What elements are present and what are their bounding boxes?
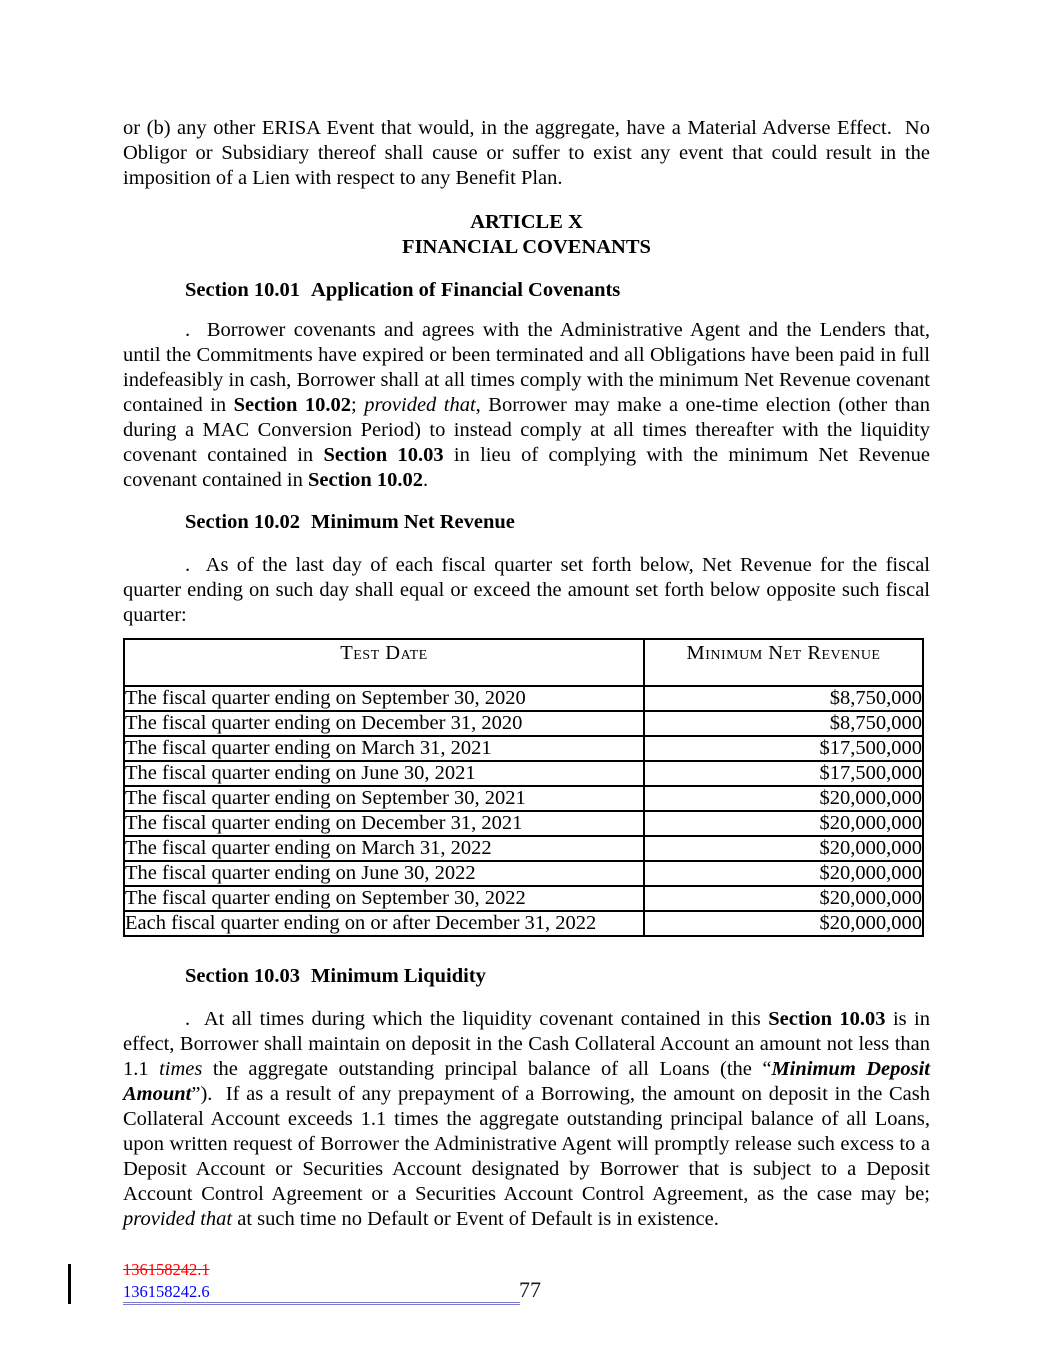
test-date-cell: The fiscal quarter ending on December 31, 2020: [124, 711, 644, 736]
article-heading-title: FINANCIAL COVENANTS: [402, 236, 651, 258]
table-row: [124, 761, 923, 786]
test-date-cell: The fiscal quarter ending on June 30, 2021: [124, 761, 644, 786]
section-10-02-paragraph: . As of the last day of each fiscal quarter set forth below, Net Revenue for the fiscal quarter ending on such day shall equal or exceed the amount set forth below opposite such fiscal quarter:: [123, 554, 930, 626]
continuation-paragraph: or (b) any other ERISA Event that would, in the aggregate, have a Material Adverse Effect. No Obligor or Subsidiary thereof shall cause or suffer to exist any event that could result in the imposition of a Lien with respect to any Benefit Plan.: [123, 117, 930, 189]
document-number-block: [123, 1260, 520, 1305]
section-10-01-paragraph: . Borrower covenants and agrees with the Administrative Agent and the Lenders that, until the Commitments have expired or been terminated and all Obligations have been paid in full indefeasibly in cash, Borrower shall at all times comply with the minimum Net Revenue covenant contained in Section 10.02; provided that, Borrower may make a one-time election (other than during a MAC Conversion Period) to instead comply at all times thereafter with the liquidity covenant contained in Section 10.03 in lieu of complying with the minimum Net Revenue covenant contained in Section 10.02.: [123, 319, 930, 491]
test-date-cell: The fiscal quarter ending on December 31, 2021: [124, 811, 644, 836]
section-10-01-heading: [185, 278, 930, 303]
table-row: [124, 911, 923, 936]
table-row: [124, 886, 923, 911]
section-10-02-number: Section 10.02: [185, 511, 301, 533]
section-10-03-heading: [185, 964, 930, 989]
table-body: [124, 686, 923, 936]
test-date-cell: The fiscal quarter ending on March 31, 2022: [124, 836, 644, 861]
minimum-net-revenue-cell: $17,500,000: [644, 736, 923, 761]
table-row: [124, 836, 923, 861]
net-revenue-covenant-table: [123, 638, 924, 937]
table-row: [124, 861, 923, 886]
minimum-net-revenue-cell: $20,000,000: [644, 836, 923, 861]
table-row: [124, 811, 923, 836]
section-10-02-heading: [185, 510, 930, 535]
page-number: 77: [519, 1277, 541, 1302]
section-10-01-number: Section 10.01: [185, 279, 301, 301]
section-10-03-number: Section 10.03: [185, 965, 301, 987]
table-row: [124, 711, 923, 736]
table-row: [124, 686, 923, 711]
test-date-cell: The fiscal quarter ending on June 30, 2022: [124, 861, 644, 886]
column-header-minimum-net-revenue: Minimum Net Revenue: [644, 639, 923, 686]
test-date-cell: The fiscal quarter ending on March 31, 2021: [124, 736, 644, 761]
section-10-02-title: Minimum Net Revenue: [311, 511, 515, 533]
minimum-net-revenue-cell: $20,000,000: [644, 861, 923, 886]
document-number-inserted: 136158242.6: [123, 1282, 210, 1301]
document-number-deleted: 136158242.1: [123, 1260, 210, 1279]
document-number-inserted-row: [123, 1282, 520, 1305]
article-heading-number: ARTICLE X: [470, 211, 583, 233]
minimum-net-revenue-cell: $8,750,000: [644, 711, 923, 736]
test-date-cell: The fiscal quarter ending on September 30, 2021: [124, 786, 644, 811]
table-row: [124, 736, 923, 761]
minimum-net-revenue-cell: $8,750,000: [644, 686, 923, 711]
minimum-net-revenue-cell: $20,000,000: [644, 911, 923, 936]
column-header-test-date: Test Date: [124, 639, 644, 686]
test-date-cell: The fiscal quarter ending on September 30, 2022: [124, 886, 644, 911]
test-date-cell: Each fiscal quarter ending on or after December 31, 2022: [124, 911, 644, 936]
section-10-03-paragraph: . At all times during which the liquidity covenant contained in this Section 10.03 is in effect, Borrower shall maintain on deposit in the Cash Collateral Account an amount not less than 1.1 times the aggregate outstanding principal balance of all Loans (the “Minimum Deposit Amount”). If as a result of any prepayment of a Borrowing, the amount on deposit in the Cash Collateral Account exceeds 1.1 times the aggregate outstanding principal balance of all Loans, upon written request of Borrower the Administrative Agent will promptly release such excess to a Deposit Account or Securities Account designated by Borrower that is subject to a Deposit Account Control Agreement or a Securities Account Control Agreement, as the case may be; provided that at such time no Default or Event of Default is in existence.: [123, 1008, 930, 1230]
minimum-net-revenue-cell: $20,000,000: [644, 786, 923, 811]
table-header-row: [124, 639, 923, 686]
test-date-cell: The fiscal quarter ending on September 30, 2020: [124, 686, 644, 711]
minimum-net-revenue-cell: $20,000,000: [644, 811, 923, 836]
page-footer: [0, 1260, 1055, 1320]
section-10-01-title: Application of Financial Covenants: [311, 279, 621, 301]
minimum-net-revenue-cell: $20,000,000: [644, 886, 923, 911]
table-row: [124, 786, 923, 811]
section-10-03-title: Minimum Liquidity: [311, 965, 486, 987]
minimum-net-revenue-cell: $17,500,000: [644, 761, 923, 786]
article-heading: [123, 210, 930, 260]
revision-change-bar: [68, 1264, 71, 1304]
